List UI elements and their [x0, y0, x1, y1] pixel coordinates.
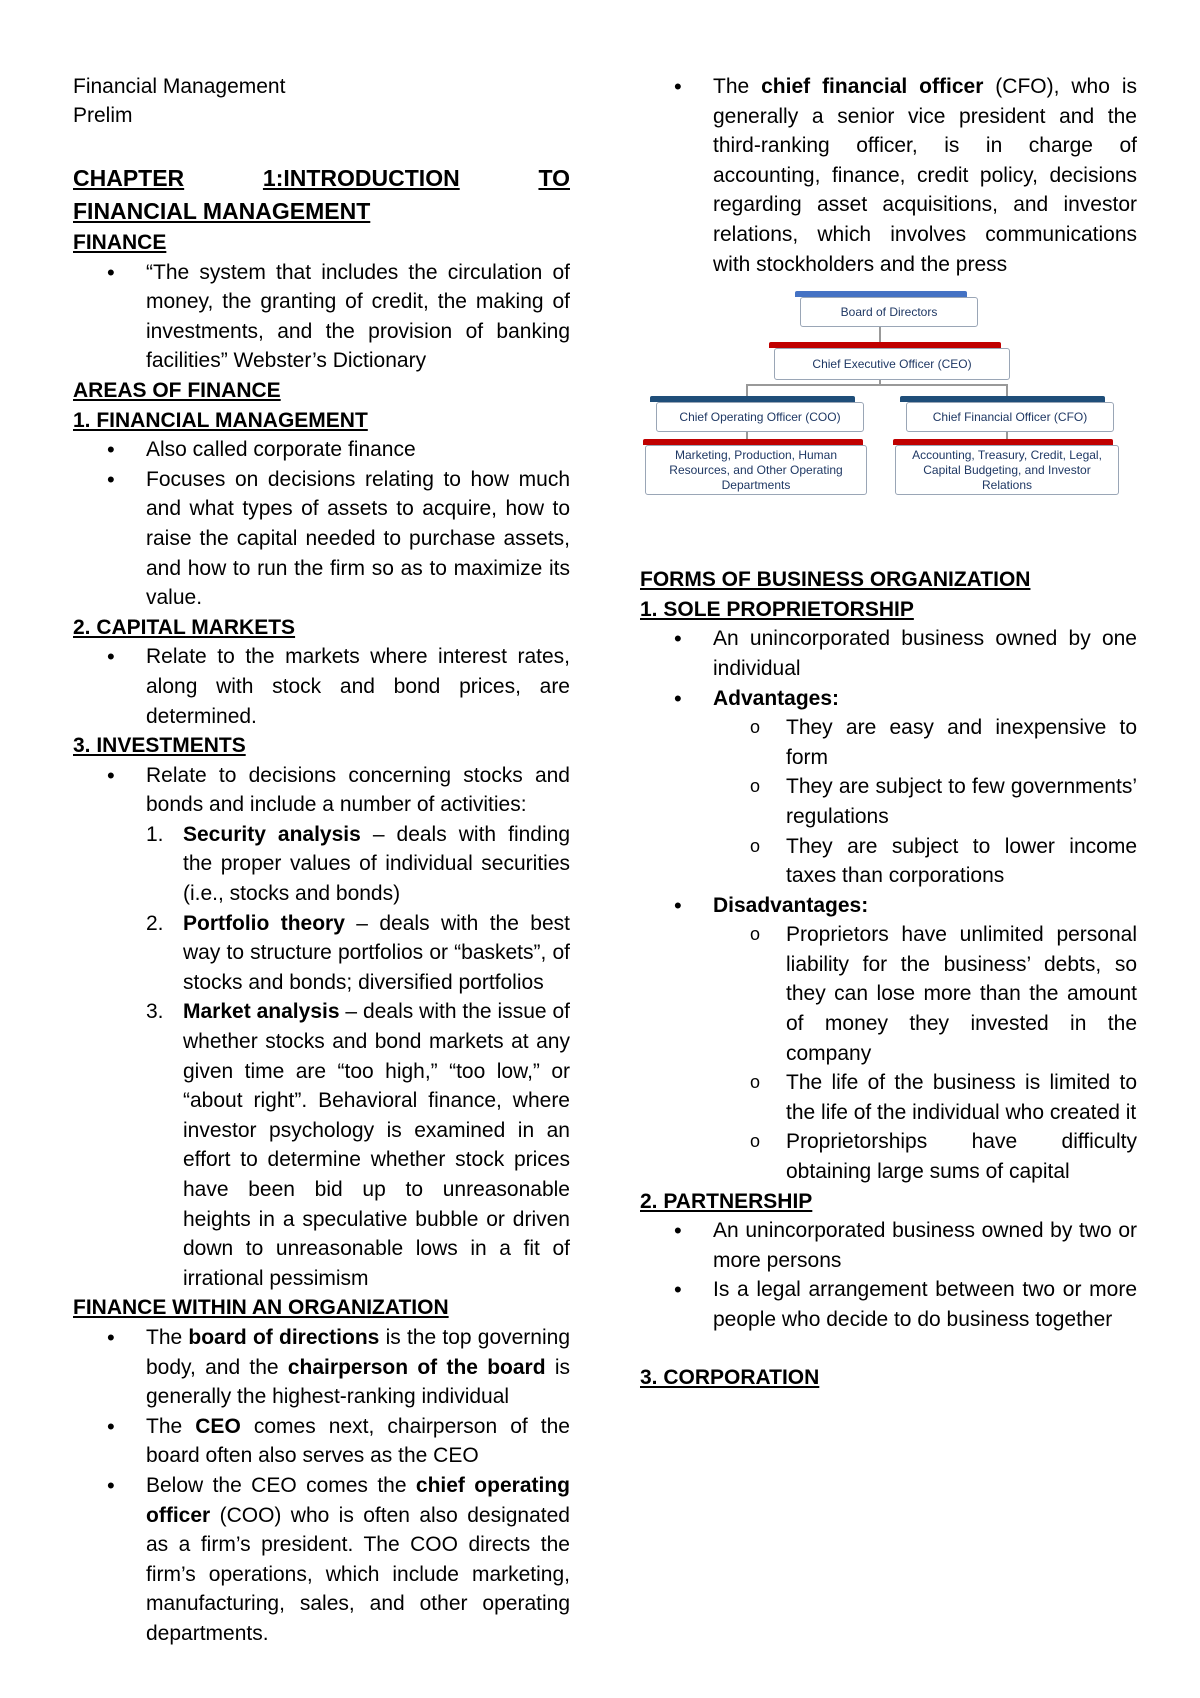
list-item: • An unincorporated business owned by two or more persons [640, 1216, 1137, 1275]
chapter-title [73, 162, 570, 228]
fm-heading: 1. FINANCIAL MANAGEMENT [73, 408, 368, 432]
advantages-label [640, 684, 1137, 714]
investments-heading: 3. INVESTMENTS [73, 734, 246, 758]
finance-heading: FINANCE [73, 231, 167, 254]
list-item: o They are subject to lower income taxes than corporations [640, 832, 1137, 891]
disadvantages-wrapper [640, 891, 1137, 921]
chapter-number: 1:INTRODUCTION [262, 165, 460, 191]
org-heading: FINANCE WITHIN AN ORGANIZATION [73, 1296, 449, 1320]
left-column [73, 72, 570, 1649]
term-desc: – deals with finding the proper values of individual securities (i.e., stocks and bonds) [183, 822, 570, 906]
activity-security-analysis [73, 820, 570, 909]
disadvantages-label [640, 891, 1137, 921]
advantages-list [640, 713, 1137, 891]
list-item: o Proprietorships have difficulty obtaining large sums of capital [640, 1127, 1137, 1186]
text: (CFO), who is generally a senior vice president and the third-ranking officer, is in charge of accounting, finance, credit policy, decisions regarding asset acquisitions, and investor relations, which involves communications with stockholders and the press [713, 75, 1137, 276]
list-item: • Is a legal arrangement between two or more people who decide to do business together [640, 1275, 1137, 1334]
forms-heading: FORMS OF BUSINESS ORGANIZATION [640, 568, 1031, 592]
sole-heading: 1. SOLE PROPRIETORSHIP [640, 597, 914, 621]
term: chief financial officer [761, 75, 984, 98]
term: Market analysis [183, 1000, 340, 1024]
text: comes next, chairperson of the board often also serves as the CEO [146, 1414, 570, 1468]
list-item: o They are subject to few governments’ regulations [640, 772, 1137, 831]
cfo-depts-box: Accounting, Treasury, Credit, Legal, Capital Budgeting, and Investor Relations [895, 445, 1119, 495]
board-box: Board of Directors [800, 297, 978, 327]
item-number: 3. [146, 1000, 164, 1024]
term: chairperson of the board [287, 1355, 546, 1379]
text: The [146, 1414, 196, 1438]
text: (COO) who is often also designated as a firm’s president. The COO directs the firm’s operations, which include marketing, manufacturing, sales, and other operating departments. [146, 1503, 570, 1645]
cfo-box: Chief Financial Officer (CFO) [906, 402, 1114, 432]
corporation-heading: 3. CORPORATION [640, 1365, 820, 1389]
fm-list [73, 435, 570, 613]
right-column [640, 72, 1137, 1392]
org-list-continued [640, 72, 1137, 279]
item-number: 1. [146, 822, 164, 846]
chapter-to: TO [538, 165, 570, 191]
chapter-subtitle: FINANCIAL MANAGEMENT [73, 198, 371, 224]
term: Portfolio theory [183, 911, 345, 935]
list-item: • Also called corporate finance [73, 435, 570, 465]
investments-activities [73, 820, 570, 1294]
text: Below the CEO comes the [146, 1473, 416, 1497]
coo-depts-box: Marketing, Production, Human Resources, and Other Operating Departments [645, 445, 867, 495]
list-item [73, 1471, 570, 1649]
term-desc: – deals with the best way to structure portfolios or “baskets”, of stocks and bonds; diversified portfolios [183, 911, 570, 994]
partnership-list [640, 1216, 1137, 1334]
text: is the top governing body, and the [146, 1325, 571, 1379]
activity-portfolio-theory [73, 909, 570, 998]
list-item [640, 72, 1137, 279]
org-chart [638, 289, 1135, 557]
cm-heading: 2. CAPITAL MARKETS [73, 615, 296, 639]
text: The [146, 1325, 189, 1349]
term: chief operating officer [146, 1473, 570, 1527]
cm-list [73, 642, 570, 731]
finance-list [73, 258, 570, 376]
chapter-word: CHAPTER [73, 165, 185, 191]
list-item: • An unincorporated business owned by one individual [640, 624, 1137, 683]
term-desc: – deals with the issue of whether stocks and bond markets at any given time are “too high,” “too low,” or “about right”. Behavioral finance, where investor psychology is examined in an effort to determine whether stock prices have been bid up to unreasonable heights in a speculative bubble or driven down to unreasonable lows in a fit of irrational pessimism [183, 1000, 570, 1290]
term-label: Prelim [73, 104, 133, 127]
course-title: Financial Management [73, 75, 286, 98]
areas-heading: AREAS OF FINANCE [73, 378, 281, 402]
org-list [73, 1323, 570, 1649]
term: board of directions [188, 1325, 380, 1349]
text: is generally the highest-ranking individual [146, 1355, 570, 1409]
term: Security analysis [183, 822, 361, 846]
finance-definition: • “The system that includes the circulation of money, the granting of credit, the making of investments, and the provision of banking facilities” Webster’s Dictionary [73, 258, 570, 376]
item-number: 2. [146, 911, 164, 935]
sole-list [640, 624, 1137, 713]
coo-box: Chief Operating Officer (COO) [656, 402, 864, 432]
activity-market-analysis [73, 997, 570, 1293]
list-item [73, 1323, 570, 1412]
text: The [713, 75, 762, 98]
list-item: • Focuses on decisions relating to how much and what types of assets to acquire, how to raise the capital needed to purchase assets, and how to run the firm so as to maximize its value. [73, 465, 570, 613]
list-item: o The life of the business is limited to the life of the individual who created it [640, 1068, 1137, 1127]
label: Disadvantages: [713, 893, 869, 917]
disadvantages-list [640, 920, 1137, 1186]
term: CEO [195, 1414, 241, 1438]
list-item [73, 1412, 570, 1471]
investments-intro: • Relate to decisions concerning stocks and bonds and include a number of activities: [73, 761, 570, 820]
investments-list [73, 761, 570, 820]
list-item: o They are easy and inexpensive to form [640, 713, 1137, 772]
list-item: • Relate to the markets where interest rates, along with stock and bond prices, are determined. [73, 642, 570, 731]
partnership-heading: 2. PARTNERSHIP [640, 1189, 813, 1213]
ceo-box: Chief Executive Officer (CEO) [774, 348, 1010, 380]
label: Advantages: [713, 686, 840, 710]
list-item: o Proprietors have unlimited personal liability for the business’ debts, so they can lose more than the amount of money they invested in the company [640, 920, 1137, 1068]
